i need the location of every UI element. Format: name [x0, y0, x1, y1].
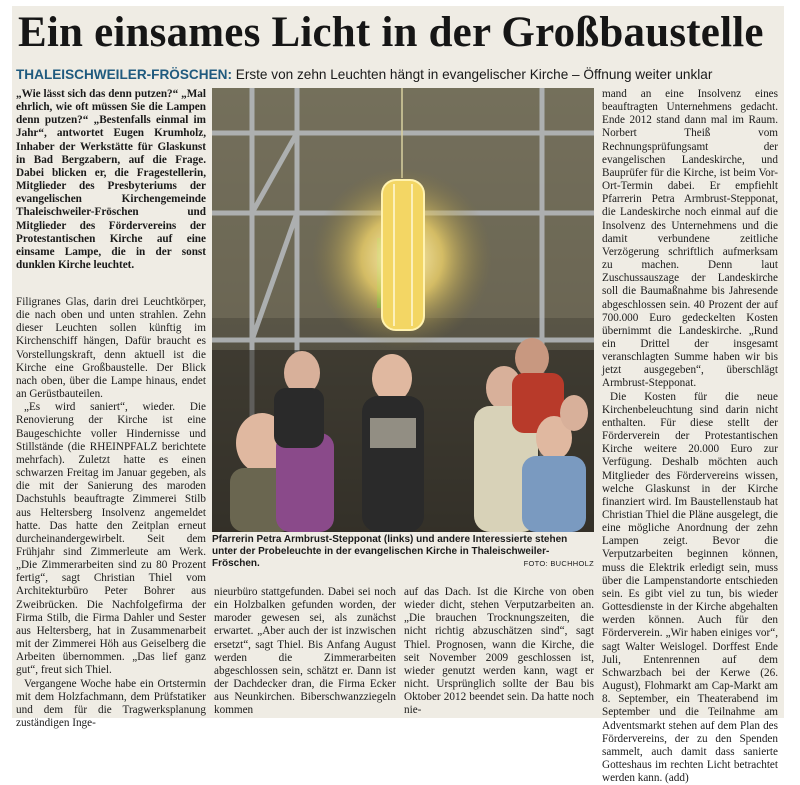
location-kicker: THALEISCHWEILER-FRÖSCHEN: [16, 67, 232, 82]
column-1 [16, 88, 206, 729]
body-paragraph: „Es wird saniert“, wieder. Die Renovierung der Kirche ist eine Baugeschichte voller Hindernisse und Stillstände (die RHEINPFALZ berichtete mehrfach). Zuletzt hatte es einen schwarzen Freitag im Januar gegeben, als die mit der Sanierung des maroden Dachstuhls beauftragte Zimmerei Stilb aus Heltersberg Insolvenz angemeldet hatte. Das hatte den Zeitplan erneut durcheinandergewirbelt. Seit dem Frühjahr sind Zimmerleute am Werk. „Die Zimmerarbeiten sind zu 80 Prozent fertig“, sagt Christian Thiel vom Architekturbüro Peter Bohrer aus Zweibrücken. Die Nachfolgefirma der Firma Stilb, die Firma Dahler und Sester aus Heltersberg, hat in Zusammenarbeit mit der Zimmerei Höh aus Geiselberg die Arbeiten übernommen. „Das lief ganz gut“, freut sich Thiel. [16, 401, 206, 677]
column-2 [214, 586, 396, 716]
body-paragraph: mand an eine Insolvenz eines beauftragten Unternehmens gedacht. Ende 2012 stand dann mal im Raum. Norbert Theiß vom Rechnungsprüfungsamt der evangelischen Landeskirche, und Bauprüfer für die Kirche, ist beim Vor-Ort-Termin dabei. Er empfiehlt Pfarrerin Petra Armbrust-Stepponat, die Landeskirche noch einmal auf die Insolvenz des Unternehmens und die damit verbundene zeitliche Verzögerung schriftlich aufmerksam zu machen. Denn laut Zuschussauszage der Landeskirche soll die Baumaßnahme bis Jahresende abgeschlossen sein. 40 Prozent der auf 700.000 Euro gedeckelten Kosten übernimmt die Landeskirche. „Rund ein Drittel der insgesamt veranschlagten Summe haben wir bis jetzt ausgegeben“, überschlägt Armbrust-Stepponat. [602, 88, 778, 390]
subtitle: Erste von zehn Leuchten hängt in evangelischer Kirche – Öffnung weiter unklar [235, 67, 713, 82]
caption-text: Pfarrerin Petra Armbrust-Stepponat (links) und andere Interessierte stehen unter der Probeleuchte in der evangelischen Kirche in Thaleischweiler-Fröschen. [212, 534, 568, 570]
body-paragraph: auf das Dach. Ist die Kirche von oben wieder dicht, stehen Verputzarbeiten an. „Die brauchen Trocknungszeiten, die nicht richtig abzuschätzen sind“, sagt Thiel. Prognosen, wann die Kirche, die seit November 2009 geschlossen ist, wieder genutzt werden kann, wagt er nicht. Ursprünglich sollte der Bau bis Oktober 2012 beendet sein. Da hatte noch nie- [404, 586, 594, 717]
body-paragraph: Die Kosten für die neue Kirchenbeleuchtung sind darin nicht enthalten. Für diese stellt der Förderverein der Protestantischen Kirche weitere 20.000 Euro zur Verfügung. Deshalb möchten auch Mitglieder des Fördervereins wissen, welche Glaskunst in der Kirche finanziert wird. Im Baustellenstaub hat Christian Thiel die Pläne ausgelegt, die eine mögliche Anordnung der zehn Lampen zeigt. Bevor die Verputzarbeiten beginnen können, muss die Elektrik erledigt sein, muss über die Lampenstandorte entschieden sein. Es gibt viel zu tun, bis wieder Gottesdienste in der Kirche abgehalten werden können. Auch für den Förderverein. „Wir haben einiges vor“, sagt Walter Weislogel. Dorffest Ende Juli, Entenrennen auf dem Schwarzbach bei der Kerwe (26. August), Flohmarkt am Cap-Markt am 8. September, ein Theaterabend im September und die Teilnahme am Adventsmarkt stehen auf dem Plan des Fördervereins, der zu den Spenden sammelt, auch damit dass sanierte Gotteshaus im rechten Licht betrachtet werden kann. (add) [602, 390, 778, 785]
body-paragraph: nieurbüro stattgefunden. Dabei sei noch ein Holzbalken gefunden worden, der maroder gewesen sei, als zunächst erwartet. „Aber auch der ist inzwischen ersetzt“, sagt Thiel. Bis Anfang August werden die Zimmerarbeiten abgeschlossen sein, schätzt er. Dann ist der Dachdecker dran, die Firma Ecker aus Neunkirchen. Biberschwanzziegeln kommen [214, 586, 396, 717]
subheadline [16, 66, 780, 83]
photo-illustration [212, 88, 594, 532]
body-paragraph: Vergangene Woche habe ein Ortstermin mit dem Holzfachmann, dem Prüfstatiker und dem für die Tragwerksplanung zuständigen Inge- [16, 677, 206, 729]
body-paragraph: Filigranes Glas, darin drei Leuchtkörper, die nach oben und unten strahlen. Zehn dieser Leuchten sollen künftig im Kirchenschiff hängen, Dafür braucht es Vorstellungskraft, denn aktuell ist die Kirche eine Großbaustelle. Der Blick nach oben, über die Lampe hinaus, endet an Gerüstbauteilen. [16, 296, 206, 401]
lead-paragraph: „Wie lässt sich das denn putzen?“ „Mal ehrlich, wie oft müssen Sie die Lampen denn putzen?“ „Bestenfalls einmal im Jahr“, antwortet Eugen Krumholz, Inhaber der Werkstätte für Glaskunst in Bad Bergzabern, auf die Frage. Dabei blicken er, die Fragestellerin, Mitglieder des Presbyteriums der evangelischen Kirchengemeinde Thaleischweiler-Fröschen und Mitglieder des Fördervereins der Protestantischen Kirche auf eine einsame Lampe, die in der sonst dunklen Kirche leuchtet. [16, 88, 206, 272]
photo-credit: FOTO: BUCHHOLZ [523, 559, 594, 568]
headline: Ein einsames Licht in der Großbaustelle [18, 9, 764, 56]
church-photo [212, 88, 594, 532]
column-4 [602, 88, 778, 785]
newspaper-clipping [12, 6, 784, 785]
photo-caption [212, 534, 594, 571]
lamp [382, 180, 424, 330]
column-3 [404, 586, 594, 716]
